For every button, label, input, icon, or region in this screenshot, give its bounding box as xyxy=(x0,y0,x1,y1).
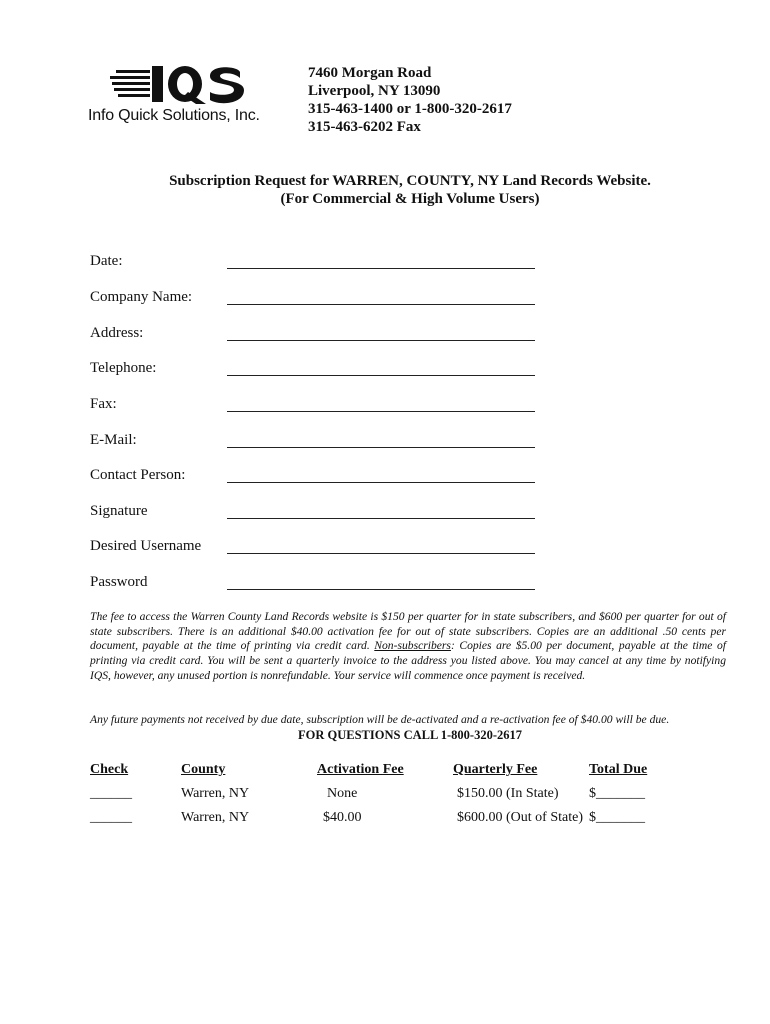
company-name: Info Quick Solutions, Inc. xyxy=(88,107,260,124)
field-line[interactable] xyxy=(227,447,535,448)
row1-county: Warren, NY xyxy=(181,786,250,801)
field-label: Desired Username xyxy=(90,538,202,554)
field-fax[interactable] xyxy=(90,396,540,416)
field-password[interactable] xyxy=(90,574,540,594)
form-title xyxy=(0,172,770,208)
iqs-logo-mark xyxy=(88,62,260,106)
field-desired-username[interactable] xyxy=(90,538,540,558)
row2-quarterly-fee: $600.00 (Out of State) xyxy=(457,810,583,825)
row2-check[interactable]: ______ xyxy=(90,810,132,825)
row1-activation-fee: None xyxy=(327,786,358,801)
company-logo xyxy=(88,62,260,132)
address-street: 7460 Morgan Road xyxy=(308,65,432,81)
row1-total-due[interactable]: $_______ xyxy=(589,786,645,801)
field-line[interactable] xyxy=(227,589,535,590)
field-telephone[interactable] xyxy=(90,360,540,380)
field-label: Date: xyxy=(90,253,123,269)
address-phone: 315-463-1400 or 1-800-320-2617 xyxy=(308,101,512,117)
row2-activation-fee: $40.00 xyxy=(323,810,362,825)
field-line[interactable] xyxy=(227,482,535,483)
field-line[interactable] xyxy=(227,268,535,269)
header-total-due: Total Due xyxy=(589,762,648,777)
field-line[interactable] xyxy=(227,340,535,341)
field-line[interactable] xyxy=(227,553,535,554)
company-address xyxy=(308,64,512,136)
address-city: Liverpool, NY 13090 xyxy=(308,83,441,99)
field-label: Address: xyxy=(90,325,144,341)
field-contact-person[interactable] xyxy=(90,467,540,487)
row2-county: Warren, NY xyxy=(181,810,250,825)
field-company-name[interactable] xyxy=(90,289,540,309)
address-fax: 315-463-6202 Fax xyxy=(308,119,421,135)
row2-total-due[interactable]: $_______ xyxy=(589,810,645,825)
field-line[interactable] xyxy=(227,411,535,412)
fee-text-part2: : Copies are $5.00 per document, payable at the time of printing via credit card. You will be sent a quarterly invoice to the address you listed above. You may cancel at any time by notifying IQS, however, any unused portion is nonrefundable. Your service will commence once payment is received. xyxy=(90,639,726,682)
field-label: Contact Person: xyxy=(90,467,186,483)
field-label: Telephone: xyxy=(90,360,157,376)
field-line[interactable] xyxy=(227,304,535,305)
header-county: County xyxy=(181,762,226,777)
field-address[interactable] xyxy=(90,325,540,345)
form-title-line1: Subscription Request for WARREN, COUNTY, NY Land Records Website. xyxy=(169,173,651,189)
header-activation-fee: Activation Fee xyxy=(317,762,404,777)
field-label: Password xyxy=(90,574,148,590)
form-title-line2: (For Commercial & High Volume Users) xyxy=(280,191,540,207)
field-label: Company Name: xyxy=(90,289,193,305)
row1-check[interactable]: ______ xyxy=(90,786,132,801)
future-payments-note: Any future payments not received by due date, subscription will be de-activated and a re-activation fee of $40.00 will be due. xyxy=(90,713,670,726)
field-date[interactable] xyxy=(90,253,540,273)
field-signature[interactable] xyxy=(90,503,540,523)
non-subscribers-label: Non-subscribers xyxy=(374,639,451,653)
fee-text-part1: The fee to access the Warren County Land Records website is $150 per quarter for in state subscribers, and $600 per quarter for out of state subscribers. There is an additional $40.00 activation fee for out of state subscribers. Copies are an additional .50 cents per document, payable at the time of printing via credit card. xyxy=(90,610,726,653)
row1-quarterly-fee: $150.00 (In State) xyxy=(457,786,559,801)
field-line[interactable] xyxy=(227,518,535,519)
fee-paragraph xyxy=(90,610,726,684)
questions-line: FOR QUESTIONS CALL 1-800-320-2617 xyxy=(298,728,522,742)
header-quarterly-fee: Quarterly Fee xyxy=(453,762,538,777)
field-label: Fax: xyxy=(90,396,117,412)
field-email[interactable] xyxy=(90,432,540,452)
field-label: Signature xyxy=(90,503,148,519)
header-check: Check xyxy=(90,762,129,777)
field-label: E-Mail: xyxy=(90,432,137,448)
field-line[interactable] xyxy=(227,375,535,376)
